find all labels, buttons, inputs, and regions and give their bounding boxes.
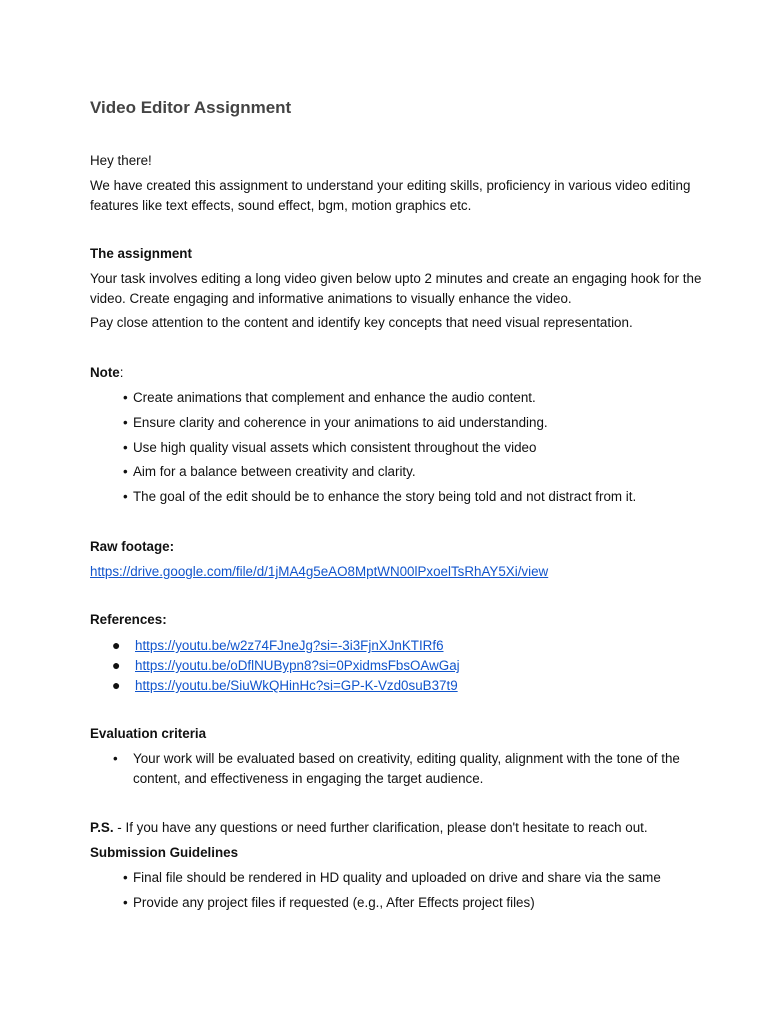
evaluation-item — [113, 749, 708, 789]
submission-item — [123, 893, 708, 913]
reference-item — [112, 655, 460, 676]
bullet-icon: ● — [112, 657, 121, 673]
reference-item — [112, 675, 458, 696]
submission-item-text: Provide any project files if requested (e.g., After Effects project files) — [133, 895, 535, 910]
bullet-icon: • — [123, 390, 128, 405]
note-item-text: Aim for a balance between creativity and clarity. — [133, 464, 416, 479]
raw-footage-heading: Raw footage: — [90, 539, 175, 554]
raw-footage-row — [90, 562, 708, 582]
ps-label: P.S. — [90, 820, 114, 835]
reference-item — [112, 635, 444, 656]
greeting: Hey there! — [90, 153, 152, 168]
bullet-icon: • — [113, 751, 118, 766]
note-label: Note — [90, 365, 120, 380]
note-item-text: Use high quality visual assets which consistent throughout the video — [133, 440, 537, 455]
assignment-heading: The assignment — [90, 246, 192, 261]
ps-line — [90, 818, 708, 838]
references-heading: References: — [90, 612, 167, 627]
evaluation-heading: Evaluation criteria — [90, 726, 207, 741]
document-title: Video Editor Assignment — [90, 98, 292, 117]
bullet-icon: ● — [112, 637, 121, 653]
submission-heading: Submission Guidelines — [90, 845, 239, 860]
note-item — [123, 413, 708, 433]
bullet-icon: ● — [112, 677, 121, 693]
ps-text: - If you have any questions or need further clarification, please don't hesitate to reach out. — [113, 820, 648, 835]
note-colon: : — [119, 365, 124, 380]
note-item-text: Ensure clarity and coherence in your animations to aid understanding. — [133, 415, 548, 430]
bullet-icon: • — [123, 440, 128, 455]
bullet-icon: • — [123, 870, 128, 885]
assignment-paragraph-1: Your task involves editing a long video given below upto 2 minutes and create an engaging hook for the video. Create engaging and informative animations to visually enhance the video. — [90, 271, 702, 306]
intro-paragraph: We have created this assignment to understand your editing skills, proficiency in various video editing features like text effects, sound effect, bgm, motion graphics etc. — [90, 178, 691, 213]
note-item-text: Create animations that complement and enhance the audio content. — [133, 390, 536, 405]
submission-item-text: Final file should be rendered in HD quality and uploaded on drive and share via the same — [133, 870, 661, 885]
raw-footage-link[interactable]: https://drive.google.com/file/d/1jMA4g5eAO8MptWN00lPxoelTsRhAY5Xi/view — [90, 564, 549, 579]
note-heading — [90, 363, 708, 383]
reference-link[interactable]: https://youtu.be/SiuWkQHinHc?si=GP-K-Vzd0suB37t9 — [135, 678, 458, 693]
assignment-paragraph-2: Pay close attention to the content and identify key concepts that need visual representation. — [90, 315, 633, 330]
bullet-icon: • — [123, 895, 128, 910]
note-item — [123, 487, 708, 507]
evaluation-item-text: Your work will be evaluated based on creativity, editing quality, alignment with the tone of the content, and effectiveness in engaging the target audience. — [133, 751, 680, 786]
bullet-icon: • — [123, 464, 128, 479]
note-item — [123, 388, 708, 408]
note-item — [123, 438, 708, 458]
note-item-text: The goal of the edit should be to enhance the story being told and not distract from it. — [133, 489, 637, 504]
reference-link[interactable]: https://youtu.be/w2z74FJneJg?si=-3i3FjnXJnKTIRf6 — [135, 638, 444, 653]
note-item — [123, 462, 708, 482]
bullet-icon: • — [123, 489, 128, 504]
reference-link[interactable]: https://youtu.be/oDflNUBypn8?si=0PxidmsFbsOAwGaj — [135, 658, 460, 673]
bullet-icon: • — [123, 415, 128, 430]
submission-item — [123, 868, 708, 888]
